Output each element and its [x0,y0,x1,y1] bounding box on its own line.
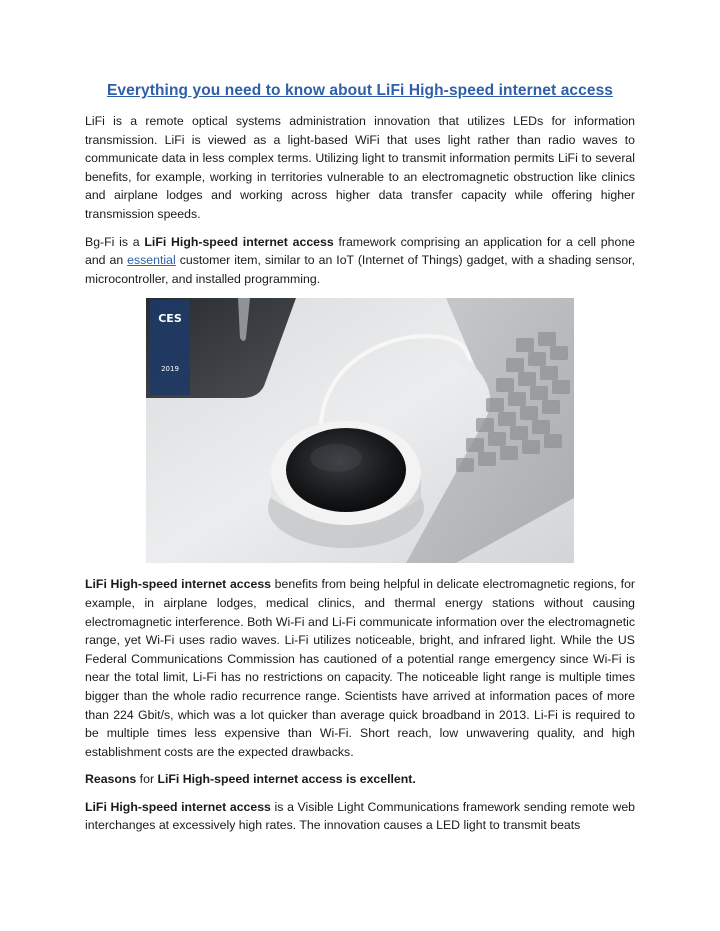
paragraph-vlc [85,798,635,835]
badge-ces-text: CES [158,312,182,326]
reasons-bold-1: Reasons [85,772,137,787]
paragraph-bgfi-bold: LiFi High-speed internet access [144,234,334,249]
essential-link[interactable]: essential [127,253,176,268]
paragraph-reasons-heading [85,770,635,789]
paragraph-intro: LiFi is a remote optical systems administration innovation that utilizes LEDs for information transmission. LiFi is viewed as a light-based WiFi that uses light rather than radio waves to communicate data in less complex terms. Utilizing light to transmit information permits LiFi to several benefits, for example, working in territories vulnerable to an electromagnetic obstruction like clinics and airplane lodges and working across higher data transfer capacity while offering higher transmission speeds. [85,114,635,221]
paragraph-bgfi-mid: framework comprising an application for a cell phone and an [85,234,635,268]
paragraph-benefits-text: benefits from being helpful in delicate electromagnetic regions, for example, in airplane lodges, medical clinics, and thermal energy stations without causing electromagnetic interference. Both Wi-Fi and Li-Fi communicate information over the electromagnetic range, yet Wi-Fi uses radio waves. Li-Fi utilizes noticeable, bright, and infrared light. While the US Federal Communications Commission has cautioned of a potential range emergency since Wi-Fi is near the total limit, Li-Fi has no restrictions on capacity. The noticeable light range is multiple times bigger than the whole radio recurrence range. Scientists have arrived at information paces of more than 224 Gbit/s, which was a lot quicker than average quick broadband in 2013. Li-Fi is required to be multiple times less expensive than Wi-Fi. Short reach, low unwavering quality, and high establishment costs are the expected drawbacks. [85,577,636,759]
paragraph-bgfi-pre: Bg-Fi is a [85,234,145,249]
lifi-device-photo [146,298,574,563]
reasons-bold-2: LiFi High-speed internet access is excellent. [157,772,416,787]
lifi-puck [268,421,424,548]
reasons-mid: for [136,772,158,787]
paragraph-bgfi [85,233,635,289]
lifi-device-illustration [146,298,574,563]
document-page [85,82,635,844]
paragraph-vlc-text: is a Visible Light Communications framework sending remote web interchanges at excessively high rates. The innovation causes a LED light to transmit beats [85,799,636,833]
badge-year-text: 2019 [161,365,179,374]
article-title: Everything you need to know about LiFi High-speed internet access [106,82,614,99]
ces-award-badge [150,300,190,395]
paragraph-benefits [85,575,635,761]
paragraph-vlc-bold: LiFi High-speed internet access [85,799,271,814]
paragraph-benefits-bold: LiFi High-speed internet access [85,577,271,592]
paragraph-bgfi-post: customer item, similar to an IoT (Internet of Things) gadget, with a shading sensor, microcontroller, and installed programming. [85,253,635,286]
